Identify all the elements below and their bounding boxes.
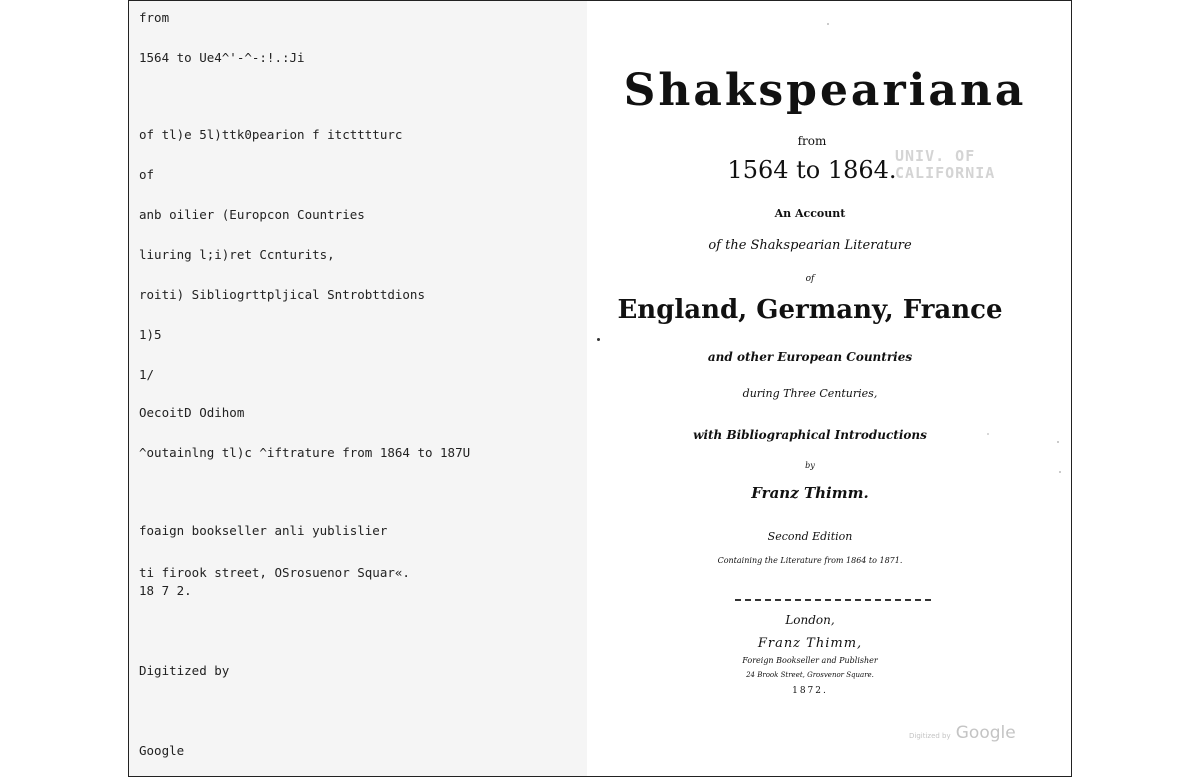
scan-speck (827, 23, 829, 25)
stamp-line-1: UNIV. OF (895, 147, 976, 165)
page-frame (128, 0, 1072, 777)
scan-speck (987, 433, 989, 435)
ocr-line: 1564 to Ue4^'-^-:!.:Ji (139, 50, 305, 65)
digitized-by-label: Digitized by (909, 732, 951, 740)
ocr-line: Digitized by (139, 663, 230, 678)
stamp-line-2: CALIFORNIA (895, 164, 996, 182)
scan-address: 24 Brook Street, Grosvenor Square. (746, 671, 874, 679)
library-stamp (895, 148, 995, 182)
scan-containing: Containing the Literature from 1864 to 1871. (717, 556, 903, 565)
scan-author: Franz Thimm. (751, 484, 869, 502)
book-title: Shakspeariana (623, 65, 1027, 116)
scan-city: London, (785, 613, 835, 627)
scan-centuries: during Three Centuries, (742, 387, 878, 400)
scan-speck (597, 338, 600, 341)
scan-literature-line: of the Shakspearian Literature (708, 238, 912, 253)
google-label: Google (955, 723, 1016, 743)
scan-speck (1057, 441, 1059, 443)
scan-by: by (805, 461, 815, 470)
scan-year: 1872. (792, 686, 828, 696)
ocr-line: Google (139, 743, 185, 758)
scan-of: of (805, 274, 815, 284)
scan-countries: England, Germany, France (617, 295, 1003, 325)
scan-years: 1564 to 1864. (727, 156, 897, 184)
ocr-line: of tl)e 5l)ttk0pearion f itctttturc (139, 127, 403, 142)
scan-edition: Second Edition (767, 530, 853, 543)
ocr-line: from (139, 10, 170, 25)
scan-publisher-role: Foreign Bookseller and Publisher (742, 656, 878, 665)
divider-rule (735, 599, 931, 601)
ocr-line: 18 7 2. (139, 583, 192, 598)
scan-other-countries: and other European Countries (707, 350, 913, 364)
ocr-line: ^outainlng tl)c ^iftrature from 1864 to 187U (139, 445, 471, 460)
ocr-line: anb oilier (Europcon Countries (139, 207, 365, 222)
ocr-line: of (139, 167, 155, 182)
ocr-line: 1/ (139, 367, 155, 382)
scan-introductions: with Bibliographical Introductions (693, 428, 927, 442)
scanned-page (587, 1, 1072, 777)
ocr-line: liuring l;i)ret Ccnturits, (139, 247, 335, 262)
scan-an-account: An Account (774, 207, 846, 220)
ocr-line: foaign bookseller anli yublislier (139, 523, 388, 538)
scan-from: from (797, 134, 827, 148)
ocr-line: ti firook street, OSrosuenor Squar«. (139, 565, 410, 580)
ocr-line: roiti) Sibliogrttpljical Sntrobttdions (139, 287, 425, 302)
ocr-line: OecoitD Odihom (139, 405, 245, 420)
scan-speck (1059, 471, 1061, 473)
ocr-text-pane (129, 1, 587, 777)
ocr-line: 1)5 (139, 327, 162, 342)
scan-publisher: Franz Thimm, (757, 636, 863, 651)
digitized-watermark (909, 723, 1016, 743)
